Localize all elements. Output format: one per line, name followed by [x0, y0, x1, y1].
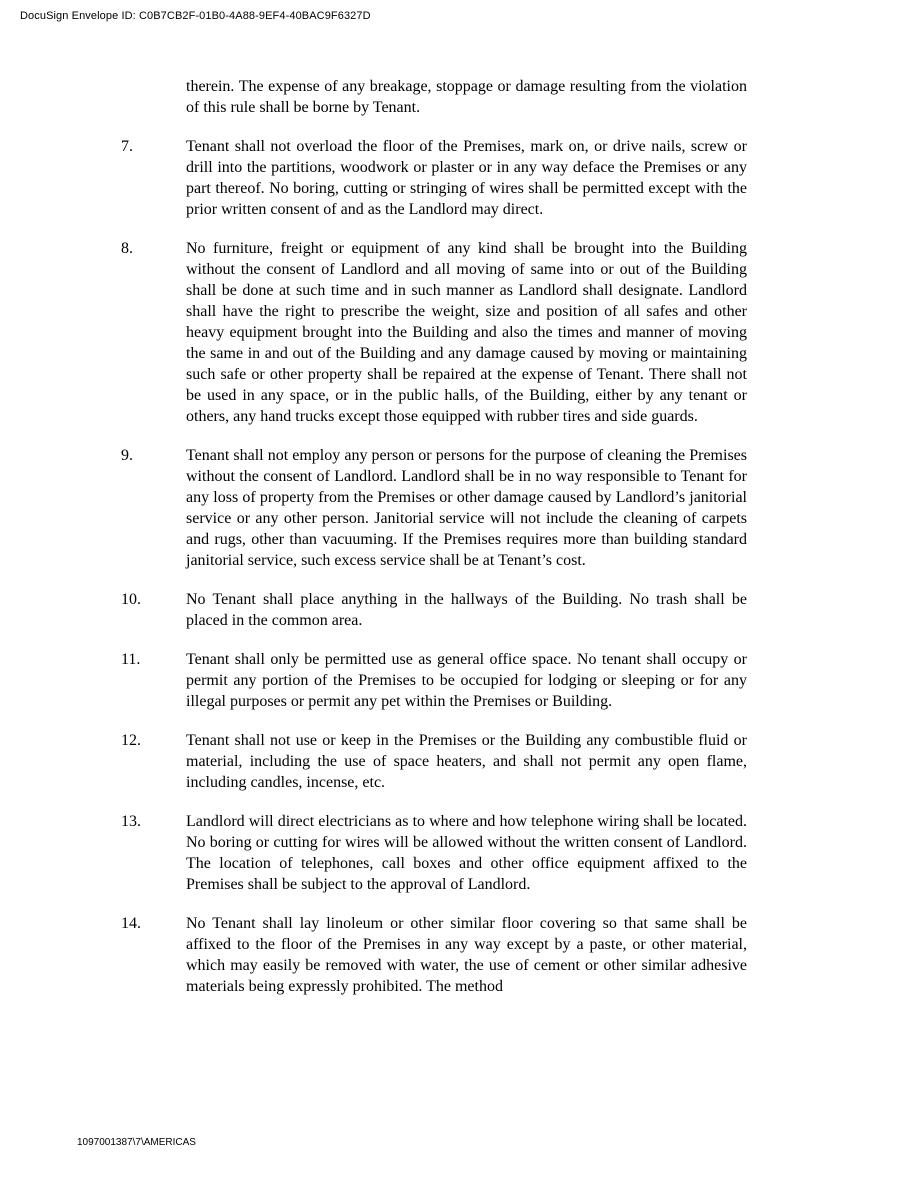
- rule-item-10: [0, 589, 923, 631]
- rule-number: 12.: [121, 732, 141, 749]
- rule-text: Tenant shall only be permitted use as general office space. No tenant shall occupy or permit any portion of the Premises to be occupied for lodging or sleeping or for any illegal purposes or permit any pet within the Premises or Building.: [186, 651, 747, 710]
- rule-text: No Tenant shall lay linoleum or other similar floor covering so that same shall be affixed to the floor of the Premises in any way except by a paste, or other material, which may easily be removed with water, the use of cement or other similar adhesive materials being expressly prohibited. The method: [186, 915, 747, 995]
- document-body: [0, 76, 923, 997]
- rule-item-13: [0, 811, 923, 895]
- rule-item-8: [0, 238, 923, 427]
- rule-text: No Tenant shall place anything in the hallways of the Building. No trash shall be placed in the common area.: [186, 591, 747, 629]
- rule-text: Landlord will direct electricians as to where and how telephone wiring shall be located. No boring or cutting for wires will be allowed without the written consent of Landlord. The location of telephones, call boxes and other office equipment affixed to the Premises shall be subject to the approval of Landlord.: [186, 813, 747, 893]
- docusign-envelope-id: DocuSign Envelope ID: C0B7CB2F-01B0-4A88-9EF4-40BAC9F6327D: [20, 10, 371, 22]
- rule-item-7: [0, 136, 923, 220]
- rule-item-12: [0, 730, 923, 793]
- rule-number: 14.: [121, 915, 141, 932]
- rule-number: 11.: [121, 651, 141, 668]
- rule-number: 7.: [121, 138, 133, 155]
- rule-item-14: [0, 913, 923, 997]
- document-footer-id: 1097001387\7\AMERICAS: [77, 1137, 196, 1148]
- rule-number: 13.: [121, 813, 141, 830]
- rule-text: Tenant shall not employ any person or persons for the purpose of cleaning the Premises without the consent of Landlord. Landlord shall be in no way responsible to Tenant for any loss of property from the Premises or other damage caused by Landlord’s janitorial service or any other person. Janitorial service will not include the cleaning of carpets and rugs, other than vacuuming. If the Premises requires more than building standard janitorial service, such excess service shall be at Tenant’s cost.: [186, 447, 747, 569]
- rule-number: 10.: [121, 591, 141, 608]
- rule-item-9: [0, 445, 923, 571]
- rule-text: Tenant shall not use or keep in the Premises or the Building any combustible fluid or material, including the use of space heaters, and shall not permit any open flame, including candles, incense, etc.: [186, 732, 747, 791]
- rule-number: 8.: [121, 240, 133, 257]
- rule-number: 9.: [121, 447, 133, 464]
- continuation-paragraph: therein. The expense of any breakage, stoppage or damage resulting from the violation of this rule shall be borne by Tenant.: [186, 78, 747, 116]
- rule-text: No furniture, freight or equipment of any kind shall be brought into the Building without the consent of Landlord and all moving of same into or out of the Building shall be done at such time and in such manner as Landlord shall designate. Landlord shall have the right to prescribe the weight, size and position of all safes and other heavy equipment brought into the Building and also the times and manner of moving the same in and out of the Building and any damage caused by moving or maintaining such safe or other property shall be repaired at the expense of Tenant. There shall not be used in any space, or in the public halls, of the Building, either by any tenant or others, any hand trucks except those equipped with rubber tires and side guards.: [186, 240, 747, 425]
- rule-text: Tenant shall not overload the floor of the Premises, mark on, or drive nails, screw or drill into the partitions, woodwork or plaster or in any way deface the Premises or any part thereof. No boring, cutting or stringing of wires shall be permitted except with the prior written consent of and as the Landlord may direct.: [186, 138, 747, 218]
- rule-item-11: [0, 649, 923, 712]
